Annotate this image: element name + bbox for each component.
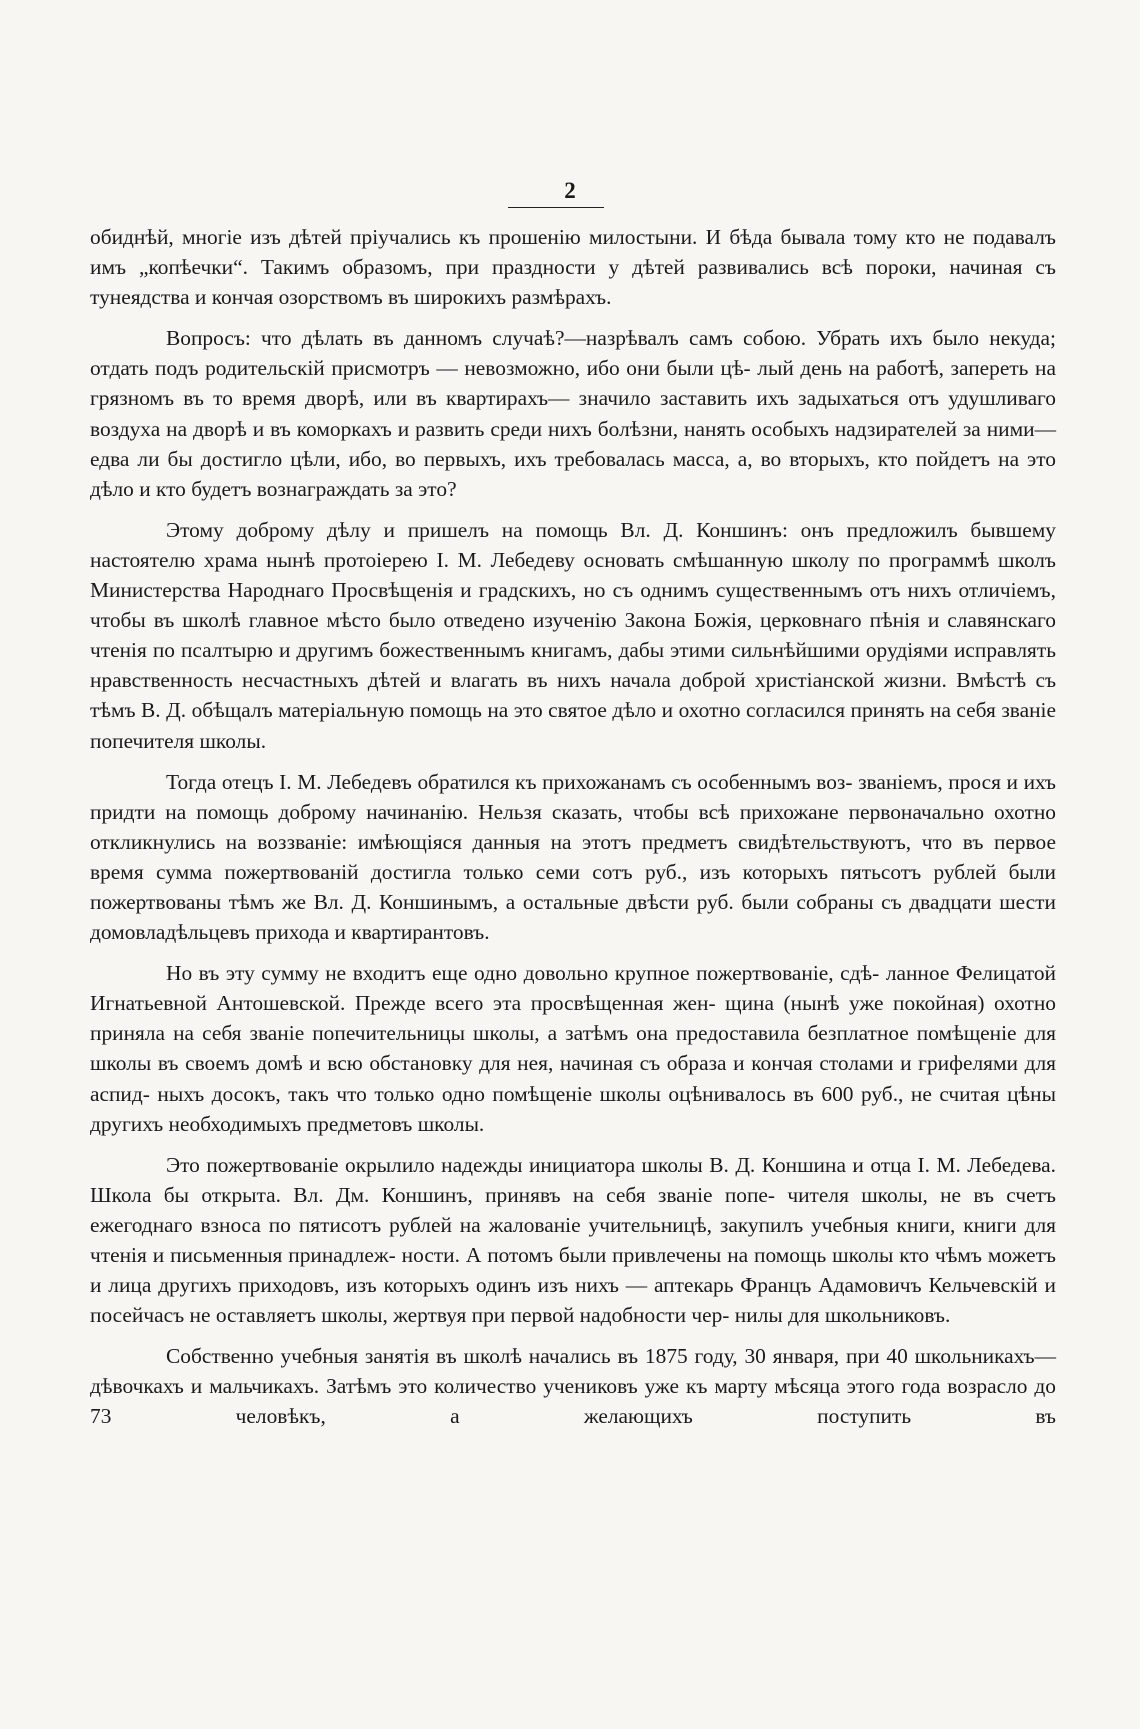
paragraph-line: Кельчевскій и посейчасъ не оставляетъ школы, жертвуя при первой надобности чер-	[90, 1273, 1057, 1328]
paragraph-line: Тогда отецъ І. М. Лебедевъ обратился къ прихожанамъ съ особеннымъ воз-	[166, 769, 853, 794]
paragraph-line: и другимъ божественнымъ книгамъ, дабы этими сильнѣйшими орудіями исправлять	[278, 638, 1056, 663]
paragraph-line: и развить среди нихъ болѣзни, нанять особыхъ надзирателей за ними—едва ли бы	[90, 416, 1056, 471]
paragraph-line: ности. А потомъ были привлечены на помощь школы кто чѣмъ можетъ и лица	[90, 1243, 1056, 1298]
paragraph-line: развивались всѣ пороки, начиная съ тунеядства и кончая озорствомъ въ широкихъ	[90, 255, 1056, 310]
paragraph-line: размѣрахъ.	[511, 285, 612, 310]
paragraph-line: чителя школы, не въ счетъ ежегоднаго взноса по пятисотъ рублей на жалованіе	[90, 1182, 1056, 1237]
paragraph-line: Собственно учебныя занятія въ школѣ начались въ 1875 году, 30 января, при	[166, 1344, 880, 1369]
paragraph-line: бывшему настоятелю храма нынѣ протоіерею І. М. Лебедеву основать смѣшанную	[90, 517, 1056, 572]
paragraph-line: шести домовладѣльцевъ прихода и квартирантовъ.	[90, 889, 1056, 945]
paragraph-line: достигла только семи сотъ руб., изъ которыхъ пятьсотъ рублей были пожертвованы	[90, 859, 1056, 914]
paragraph-2	[90, 323, 1056, 504]
paragraph-line: на это дѣло и кто будетъ вознаграждать за это?	[90, 446, 1056, 501]
paragraph-line: щина (нынѣ уже покойная) охотно приняла на себя званіе попечительницы школы,	[90, 991, 1056, 1046]
paragraph-line: съ однимъ существеннымъ отъ нихъ отличіемъ, чтобы въ школѣ главное мѣсто было	[90, 578, 1056, 633]
paragraph-line: считая цѣны другихъ необходимыхъ предметовъ школы.	[90, 1081, 1056, 1136]
paragraph-line: ныхъ досокъ, такъ что только одно помѣщеніе школы оцѣнивалось въ 600 руб., не	[157, 1081, 932, 1106]
page-number: 2	[564, 178, 576, 203]
paragraph-line: ланное Фелицатой Игнатьевной Антошевской. Прежде всего эта просвѣщенная жен-	[90, 961, 1056, 1016]
paragraph-line: тѣмъ же Вл. Д. Коншинымъ, а остальные двѣсти руб. были собраны съ двадцати	[228, 889, 992, 914]
paragraph-line: отведено изученію Закона Божія, церковнаго пѣнія и славянскаго чтенія по псалтырю	[90, 608, 1056, 663]
paragraph-line: жизни. Вмѣстѣ съ тѣмъ В. Д. обѣщалъ матеріальную помощь на это святое дѣло и	[90, 668, 1057, 723]
paragraph-4	[90, 767, 1056, 948]
paragraph-line: обстановку для нея, начиная съ образа и кончая столами и грифелями для аспид-	[90, 1051, 1056, 1106]
paragraph-line: значило заставить ихъ задыхаться отъ удушливаго воздуха на дворѣ и въ коморкахъ	[90, 386, 1056, 441]
paragraph-line: учительницѣ, закупилъ учебныя книги, книги для чтенія и письменныя принадлеж-	[90, 1212, 1056, 1267]
paragraph-3	[90, 515, 1056, 756]
paragraph-5	[90, 958, 1056, 1139]
paragraph-1	[90, 222, 1056, 312]
paragraph-line: лый день на работѣ, запереть на грязномъ въ то время дворѣ, или въ квартирахъ—	[90, 356, 1056, 411]
paragraph-line: Это пожертвованіе окрылило надежды инициатора школы В. Д. Коншина и отца	[166, 1152, 912, 1177]
paragraph-line: 40 школьникахъ—дѣвочкахъ и мальчикахъ. Затѣмъ это количество учениковъ уже	[90, 1344, 1056, 1399]
paragraph-7	[90, 1341, 1056, 1431]
paragraph-line: охотно согласился принять на себя званіе попечителя школы.	[90, 698, 1056, 753]
paragraph-line: достигло цѣли, ибо, во первыхъ, ихъ требовалась масса, а, во вторыхъ, кто пойдетъ	[200, 446, 991, 471]
paragraph-line: школу по программѣ школъ Министерства Народнаго Просвѣщенія и градскихъ, но	[90, 547, 1056, 603]
paragraph-line: другихъ приходовъ, изъ которыхъ одинъ изъ нихъ — аптекарь Францъ Адамовичъ	[158, 1273, 922, 1298]
paragraph-line: нравственность несчастныхъ дѣтей и влагать въ нихъ начала доброй христіанской	[90, 668, 875, 693]
paragraph-line: всѣ прихожане первоначально охотно откликнулись на воззваніе: имѣющіяся данныя	[90, 799, 1056, 854]
paragraph-line: къ марту мѣсяца этого года возрасло до 73 человѣкъ, а желающихъ поступить въ	[90, 1374, 1056, 1429]
paragraph-line: званіемъ, прося и ихъ придти на помощь доброму начинанію. Нельзя сказать, чтобы	[90, 769, 1056, 824]
paragraph-line: а затѣмъ она предоставила безплатное помѣщеніе для школы въ своемъ домѣ и всю	[90, 1021, 1056, 1076]
paragraph-line: было некуда; отдать подъ родительскій присмотръ — невозможно, ибо они были цѣ-	[90, 326, 1056, 381]
page-number-rule	[508, 207, 604, 208]
paragraph-line: І. М. Лебедева. Школа бы открыта. Вл. Дм. Коншинъ, принявъ на себя званіе попе-	[90, 1152, 1056, 1207]
paragraph-line: тому кто не подавалъ имъ „копѣечки“. Такимъ образомъ, при праздности у дѣтей	[90, 225, 1056, 280]
paragraph-line: Но въ эту сумму не входитъ еще одно довольно крупное пожертвованіе, сдѣ-	[166, 961, 880, 986]
paragraph-6	[90, 1150, 1056, 1331]
paragraph-line: Вопросъ: что дѣлать въ данномъ случаѣ?—назрѣвалъ самъ собою. Убрать ихъ	[166, 326, 923, 351]
paragraph-line: Этому доброму дѣлу и пришелъ на помощь Вл. Д. Коншинъ: онъ предложилъ	[166, 517, 958, 542]
paragraph-line: нилы для школьниковъ.	[734, 1303, 951, 1328]
paragraph-line: обиднѣй, многіе изъ дѣтей пріучались къ прошенію милостыни. И бѣда бывала	[90, 225, 846, 249]
text-body	[90, 222, 1056, 1432]
paragraph-line: на этотъ предметъ свидѣтельствуютъ, что въ первое время сумма пожертвованій	[90, 829, 1056, 884]
